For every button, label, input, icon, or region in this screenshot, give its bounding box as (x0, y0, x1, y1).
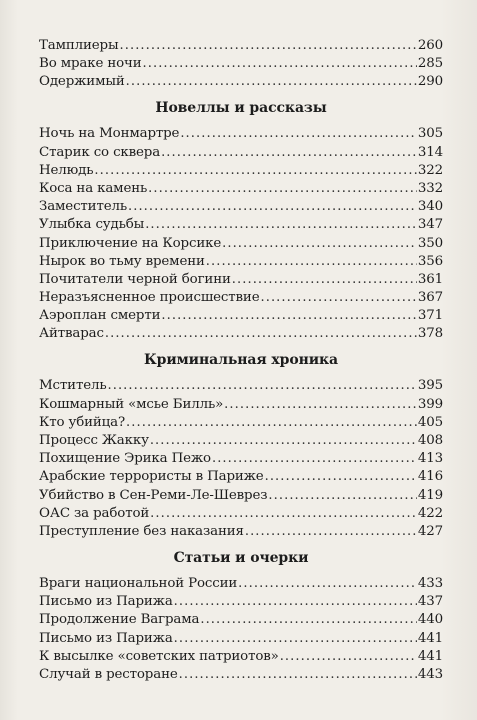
toc-entry-title: Письмо из Парижа (39, 594, 173, 610)
dot-leader (238, 576, 417, 592)
toc-entry-page-number: 440 (417, 612, 443, 628)
toc-entry[interactable] (39, 433, 443, 449)
dot-leader (120, 38, 417, 54)
toc-entry-title: Преступление без наказания (39, 523, 244, 539)
dot-leader (161, 145, 417, 161)
toc-entry[interactable] (39, 236, 443, 252)
toc-entry-page-number: 422 (417, 505, 443, 521)
toc-entry-title: Приключение на Корсике (39, 235, 222, 251)
toc-entry-page-number: 340 (417, 199, 443, 215)
dot-leader (224, 397, 417, 413)
dot-leader (206, 254, 417, 270)
dot-leader (280, 649, 417, 665)
toc-entry-page-number: 347 (417, 217, 443, 233)
dot-leader (150, 433, 417, 449)
toc-entry[interactable] (39, 308, 443, 324)
dot-leader (260, 290, 416, 306)
toc-entry[interactable] (39, 397, 443, 413)
dot-leader (107, 378, 416, 394)
dot-leader (126, 415, 417, 431)
toc-entry[interactable] (39, 378, 443, 394)
dot-leader (128, 199, 417, 215)
toc-entry-title: Процесс Жакку (39, 433, 149, 448)
toc-entry-page-number: 371 (417, 308, 443, 324)
dot-leader (265, 469, 417, 485)
toc-entry-title: Арабские террористы в Париже (39, 469, 264, 485)
dot-leader (174, 631, 417, 647)
toc-entry-title: ОАС за работой (39, 505, 150, 521)
toc-entry-page-number: 332 (417, 180, 443, 196)
toc-entry-page-number: 361 (417, 271, 443, 287)
toc-entry-page-number: 408 (417, 433, 443, 448)
dot-leader (105, 326, 417, 342)
toc-entry-title: Случай в ресторане (39, 666, 178, 682)
toc-entry-title: Айтварас (39, 326, 104, 342)
toc-entry-title: Продолжение Ваграма (39, 612, 200, 628)
toc-entry-title: Неразъясненное происшествие (39, 290, 260, 306)
toc-entry-title: Мститель (39, 378, 107, 394)
dot-leader (143, 56, 417, 72)
toc-entry-page-number: 395 (417, 378, 443, 394)
toc-entry[interactable] (39, 126, 443, 142)
toc-entry-title: Коса на камень (39, 180, 148, 196)
toc-entry[interactable] (39, 290, 443, 306)
toc-entry-page-number: 416 (417, 469, 443, 485)
toc-entry[interactable] (39, 145, 443, 161)
section-heading: Криминальная хроника (144, 352, 338, 369)
toc-entry[interactable] (39, 524, 443, 540)
dot-leader (94, 163, 416, 179)
toc-entry-title: Похищение Эрика Пежо (39, 451, 211, 467)
toc-entry[interactable] (39, 576, 443, 592)
toc-entry-title: Старик со сквера (39, 144, 161, 160)
toc-entry-title: К высылке «советских патриотов» (39, 648, 279, 664)
toc-entry-page-number: 427 (417, 523, 443, 539)
toc-entry[interactable] (39, 181, 443, 197)
toc-entry[interactable] (39, 649, 443, 665)
toc-entry[interactable] (39, 631, 443, 647)
toc-entry[interactable] (39, 594, 443, 610)
toc-entry-page-number: 378 (417, 326, 443, 342)
toc-entry[interactable] (39, 38, 443, 54)
toc-entry[interactable] (39, 415, 443, 431)
dot-leader (150, 506, 417, 522)
dot-leader (179, 667, 417, 683)
toc-entry-page-number: 356 (417, 253, 443, 269)
toc-entry-title: Письмо из Парижа (39, 630, 173, 646)
toc-entry[interactable] (39, 272, 443, 288)
dot-leader (232, 272, 417, 288)
toc-entry-title: Кто убийца? (39, 414, 126, 430)
toc-entry-page-number: 314 (417, 144, 443, 160)
toc-entry-page-number: 405 (417, 414, 443, 430)
toc-entry[interactable] (39, 163, 443, 179)
toc-entry-page-number: 441 (417, 630, 443, 646)
toc-entry[interactable] (39, 74, 443, 90)
section-heading: Новеллы и рассказы (155, 100, 327, 117)
toc-entry[interactable] (39, 254, 443, 270)
dot-leader (212, 451, 417, 467)
toc-entry-title: Одержимый (39, 74, 125, 90)
toc-entry-title: Улыбка судьбы (39, 217, 145, 233)
toc-entry-title: Нелюдь (39, 162, 94, 178)
toc-entry-page-number: 413 (417, 451, 443, 467)
toc-entry-page-number: 350 (417, 235, 443, 251)
dot-leader (145, 217, 417, 233)
toc-entry-title: Убийство в Сен-Реми-Ле-Шеврез (39, 487, 268, 503)
toc-entry-page-number: 305 (417, 126, 443, 142)
toc-entry-page-number: 285 (417, 56, 443, 72)
dot-leader (268, 488, 417, 504)
toc-entry[interactable] (39, 488, 443, 504)
toc-entry-title: Ночь на Монмартре (39, 126, 180, 142)
toc-entry-title: Во мраке ночи (39, 56, 142, 72)
toc-entry-title: Тамплиеры (39, 38, 119, 53)
toc-entry[interactable] (39, 469, 443, 485)
dot-leader (245, 524, 417, 540)
toc-entry-title: Враги национальной России (39, 575, 238, 591)
toc-entry[interactable] (39, 667, 443, 683)
toc-entry[interactable] (39, 217, 443, 233)
toc-entry-title: Нырок во тьму времени (39, 253, 205, 269)
toc-entry[interactable] (39, 506, 443, 522)
dot-leader (148, 181, 417, 197)
toc-entry-title: Заместитель (39, 199, 127, 215)
toc-entry-title: Аэроплан смерти (39, 308, 161, 324)
toc-entry-title: Кошмарный «мсье Билль» (39, 396, 224, 412)
table-of-contents (39, 38, 443, 685)
dot-leader (180, 126, 417, 142)
toc-entry-page-number: 367 (417, 290, 443, 306)
toc-entry-page-number: 433 (417, 575, 443, 591)
toc-entry-page-number: 441 (417, 648, 443, 664)
dot-leader (200, 612, 417, 628)
toc-entry[interactable] (39, 612, 443, 628)
dot-leader (126, 74, 417, 90)
toc-entry-page-number: 322 (417, 162, 443, 178)
toc-entry-page-number: 419 (417, 487, 443, 503)
toc-entry[interactable] (39, 56, 443, 72)
toc-entry-page-number: 443 (417, 666, 443, 682)
toc-entry-title: Почитатели черной богини (39, 271, 231, 287)
toc-entry-page-number: 437 (417, 594, 443, 610)
toc-entry[interactable] (39, 326, 443, 342)
section-heading: Статьи и очерки (173, 549, 309, 566)
toc-entry[interactable] (39, 199, 443, 215)
toc-entry-page-number: 399 (417, 396, 443, 412)
dot-leader (174, 594, 417, 610)
toc-entry-page-number: 260 (417, 38, 443, 53)
toc-entry-page-number: 290 (417, 74, 443, 90)
dot-leader (222, 236, 417, 252)
toc-entry[interactable] (39, 451, 443, 467)
dot-leader (161, 308, 417, 324)
